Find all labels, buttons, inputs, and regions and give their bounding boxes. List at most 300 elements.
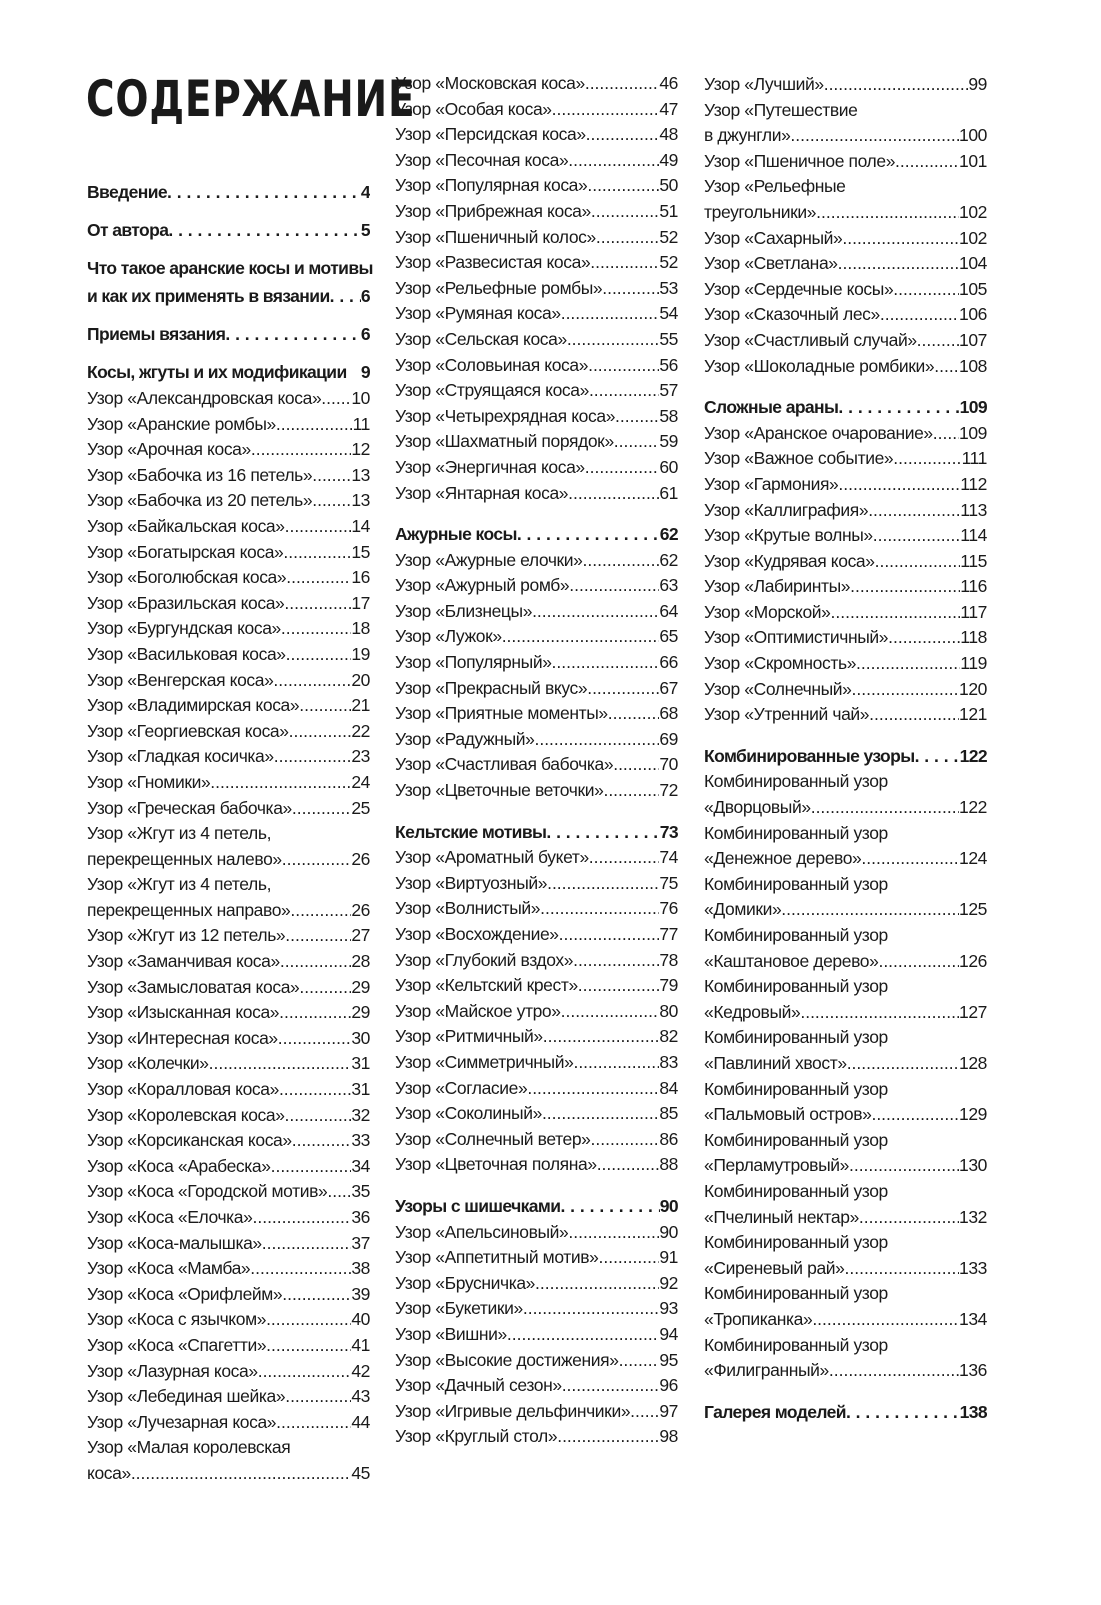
entry-row [395, 1373, 678, 1399]
entry-title: Узор «Утренний чай» [704, 704, 870, 725]
toc-entry[interactable] [395, 71, 678, 97]
dot-leader [588, 353, 659, 379]
toc-entry[interactable] [87, 770, 370, 796]
page-number: 5 [360, 220, 370, 240]
toc-entry[interactable] [87, 1256, 370, 1282]
dot-leader [816, 200, 959, 226]
toc-entry[interactable] [87, 616, 370, 642]
entry-row [87, 1256, 370, 1282]
toc-entry[interactable] [704, 354, 987, 380]
page-number: 133 [959, 1257, 987, 1278]
toc-entry[interactable] [704, 277, 987, 303]
toc-section-heading[interactable] [704, 395, 987, 421]
toc-entry[interactable] [395, 948, 678, 974]
toc-entry[interactable] [395, 999, 678, 1025]
toc-entry[interactable] [87, 1435, 370, 1486]
toc-entry[interactable] [87, 1333, 370, 1359]
dot-leader [534, 727, 659, 753]
toc-entry[interactable] [87, 1000, 370, 1026]
dot-leader [849, 1153, 959, 1179]
entry-row [395, 1399, 678, 1425]
entry-title: Узор «Виртуозный» [395, 872, 548, 893]
toc-entry[interactable] [395, 599, 678, 625]
toc-entry[interactable] [87, 668, 370, 694]
toc-entry[interactable] [87, 1231, 370, 1257]
toc-entry[interactable] [704, 72, 987, 98]
entry-row [87, 770, 370, 796]
toc-entry[interactable] [87, 463, 370, 489]
toc-section-heading[interactable] [704, 744, 987, 770]
dot-leader [285, 514, 352, 540]
entry-title: «Пальмовый остров» [704, 1104, 872, 1125]
dot-leader [568, 1220, 659, 1246]
toc-entry[interactable] [704, 651, 987, 677]
entry-title: Узор «Колечки» [87, 1053, 209, 1074]
page-number: 122 [959, 745, 987, 766]
toc-entry[interactable] [395, 250, 678, 276]
entry-row [87, 1231, 370, 1257]
dot-leader [251, 437, 351, 463]
entry-title: Узор «Румяная коса» [395, 303, 561, 324]
entry-row [704, 328, 987, 354]
toc-section-heading[interactable] [395, 820, 678, 846]
dot-leader [540, 896, 659, 922]
entry-row [704, 446, 987, 472]
page-number: 11 [352, 413, 370, 434]
toc-entry[interactable] [704, 174, 987, 225]
entry-row [395, 353, 678, 379]
toc-entry[interactable] [704, 328, 987, 354]
toc-entry[interactable] [87, 437, 370, 463]
entry-title: Узор «Греческая бабочка» [87, 797, 292, 818]
toc-entry[interactable] [87, 1205, 370, 1231]
toc-entry[interactable] [704, 446, 987, 472]
dot-leader [258, 1359, 352, 1385]
dot-leader [562, 1373, 660, 1399]
page-number: 95 [659, 1349, 678, 1370]
entry-row [87, 923, 370, 949]
entry-title-line1: Комбинированный узор [704, 1027, 888, 1048]
page-number: 26 [351, 848, 370, 869]
dot-leader [590, 250, 659, 276]
entry-title: Узор «Рельефные ромбы» [395, 277, 603, 298]
dot-leader [517, 522, 660, 548]
dot-leader [850, 574, 960, 600]
page-number: 4 [360, 182, 370, 202]
toc-section-heading[interactable] [87, 254, 373, 310]
toc-entry[interactable] [704, 625, 987, 651]
toc-entry[interactable] [87, 540, 370, 566]
entry-title: Узор «Скромность» [704, 653, 857, 674]
dot-leader [589, 845, 660, 871]
entry-title: Узор «Заманчивая коса» [87, 951, 280, 972]
entry-row [704, 625, 987, 651]
page-number: 76 [659, 898, 678, 919]
dot-leader [934, 354, 959, 380]
toc-entry[interactable] [704, 600, 987, 626]
toc-entry[interactable] [395, 276, 678, 302]
toc-entry[interactable] [395, 701, 678, 727]
page-number: 48 [659, 124, 678, 145]
toc-section-heading[interactable] [395, 1194, 678, 1220]
entry-row [395, 404, 678, 430]
toc-entry[interactable] [395, 353, 678, 379]
toc-entry[interactable] [395, 727, 678, 753]
entry-title: Узор «Арочная коса» [87, 439, 251, 460]
toc-entry[interactable] [87, 591, 370, 617]
entry-row [87, 1461, 370, 1487]
page-number: 122 [959, 797, 987, 818]
toc-entry[interactable] [395, 1101, 678, 1127]
entry-title-line1: Комбинированный узор [704, 1232, 888, 1253]
entry-row [704, 200, 987, 226]
page-number: 79 [659, 975, 678, 996]
entry-title: Узор «Струящаяся коса» [395, 380, 589, 401]
entry-title: Узор «Жгут из 12 петель» [87, 925, 286, 946]
toc-entry[interactable] [87, 488, 370, 514]
entry-title: Узор «Коса-малышка» [87, 1232, 262, 1253]
toc-entry[interactable] [704, 1077, 987, 1128]
toc-entry[interactable] [704, 574, 987, 600]
page-number: 6 [360, 324, 370, 344]
toc-section-heading[interactable] [87, 320, 370, 348]
entry-title: Узор «Бабочка из 16 петель» [87, 464, 313, 485]
toc-entry[interactable] [704, 421, 987, 447]
toc-entry[interactable] [395, 973, 678, 999]
entry-row [704, 395, 987, 421]
toc-entry[interactable] [704, 677, 987, 703]
entry-row [395, 599, 678, 625]
toc-section-heading[interactable] [87, 358, 370, 386]
entry-title: Узор «Глубокий вздох» [395, 949, 574, 970]
toc-entry[interactable] [704, 923, 987, 974]
toc-entry[interactable] [87, 1154, 370, 1180]
toc-entry[interactable] [395, 1152, 678, 1178]
toc-entry[interactable] [704, 1281, 987, 1332]
entry-title: Узор «Васильковая коса» [87, 643, 286, 664]
entry-row [395, 1245, 678, 1271]
dot-leader [527, 1076, 659, 1102]
toc-entry[interactable] [704, 472, 987, 498]
toc-entry[interactable] [395, 455, 678, 481]
page-number: 67 [659, 677, 678, 698]
entry-row [87, 898, 370, 924]
page-number: 77 [659, 924, 678, 944]
toc-entry[interactable] [395, 1271, 678, 1297]
entry-title: Узор «Солнечный» [704, 678, 852, 699]
dot-leader [845, 1256, 960, 1282]
toc-entry[interactable] [87, 923, 370, 949]
toc-entry[interactable] [87, 719, 370, 745]
entry-title: Узор «Популярный» [395, 652, 552, 673]
dot-leader [790, 123, 959, 149]
toc-entry[interactable] [704, 1128, 987, 1179]
toc-entry[interactable] [87, 565, 370, 591]
toc-entry[interactable] [395, 752, 678, 778]
toc-entry[interactable] [395, 1245, 678, 1271]
page-number: 118 [960, 627, 987, 648]
toc-entry[interactable] [395, 1348, 678, 1374]
page-number: 50 [659, 175, 678, 196]
entry-row [704, 1102, 987, 1128]
toc-entry[interactable] [87, 642, 370, 668]
toc-entry[interactable] [87, 949, 370, 975]
entry-row [395, 973, 678, 999]
page-number: 14 [351, 515, 370, 536]
dot-leader [583, 548, 660, 574]
toc-entry[interactable] [395, 573, 678, 599]
dot-leader [292, 796, 351, 822]
toc-entry[interactable] [395, 122, 678, 148]
toc-entry[interactable] [704, 872, 987, 923]
page-number: 102 [959, 201, 987, 222]
dot-leader [824, 72, 969, 98]
entry-title: Узор «Цветочная поляна» [395, 1154, 597, 1175]
toc-entry[interactable] [395, 922, 678, 948]
toc-entry[interactable] [87, 744, 370, 770]
entry-row [395, 1424, 678, 1450]
toc-entry[interactable] [87, 1179, 370, 1205]
toc-entry[interactable] [395, 650, 678, 676]
entry-title-line1: Комбинированный узор [704, 873, 888, 894]
entry-row [395, 173, 678, 199]
dot-leader [250, 1256, 351, 1282]
toc-section-heading[interactable] [395, 522, 678, 548]
entry-title: Узор «Лужок» [395, 626, 502, 647]
entry-title: Узор «Лучший» [704, 74, 824, 94]
entry-row [87, 1359, 370, 1385]
page-number: 23 [351, 746, 370, 767]
entry-row [87, 412, 370, 438]
toc-entry[interactable] [395, 404, 678, 430]
toc-entry[interactable] [87, 872, 370, 923]
dot-leader [630, 1399, 659, 1425]
dot-leader [285, 923, 351, 949]
page-number: 13 [351, 464, 370, 485]
dot-leader [587, 676, 659, 702]
dot-leader [543, 1024, 660, 1050]
dot-leader [557, 1424, 659, 1450]
toc-entry[interactable] [704, 149, 987, 175]
page-number: 107 [959, 329, 987, 350]
entry-title: Узор «Кудрявая коса» [704, 550, 875, 571]
toc-entry[interactable] [395, 845, 678, 871]
dot-leader [266, 1333, 351, 1359]
dot-leader [279, 1000, 351, 1026]
dot-leader [279, 1077, 351, 1103]
dot-leader [210, 770, 351, 796]
toc-entry[interactable] [704, 498, 987, 524]
page-number: 116 [960, 576, 987, 597]
toc-entry[interactable] [87, 1307, 370, 1333]
toc-entry[interactable] [395, 1024, 678, 1050]
toc-entry[interactable] [395, 225, 678, 251]
toc-entry[interactable] [87, 1103, 370, 1129]
toc-entry[interactable] [87, 1410, 370, 1436]
dot-leader [312, 463, 351, 489]
entry-title: Узор «Близнецы» [395, 600, 533, 621]
entry-row [87, 1128, 370, 1154]
entry-row [395, 820, 678, 846]
toc-entry[interactable] [87, 821, 370, 872]
toc-entry[interactable] [395, 676, 678, 702]
entry-title-line1: Комбинированный узор [704, 976, 888, 997]
toc-entry[interactable] [395, 1076, 678, 1102]
page-number: 56 [659, 354, 678, 375]
entry-title: Узор «Каллиграфия» [704, 499, 869, 520]
toc-entry[interactable] [704, 523, 987, 549]
dot-leader [888, 625, 960, 651]
toc-entry[interactable] [704, 1230, 987, 1281]
toc-entry[interactable] [395, 199, 678, 225]
dot-leader [847, 1051, 959, 1077]
entry-row [395, 922, 678, 948]
toc-entry[interactable] [395, 1322, 678, 1348]
dot-leader [285, 1103, 352, 1129]
entry-title: Узор «Гармония» [704, 473, 839, 494]
toc-entry[interactable] [87, 1128, 370, 1154]
dot-leader [871, 1102, 959, 1128]
toc-entry[interactable] [87, 796, 370, 822]
toc-entry[interactable] [87, 1282, 370, 1308]
dot-leader [868, 498, 960, 524]
toc-entry[interactable] [704, 821, 987, 872]
toc-entry[interactable] [395, 1296, 678, 1322]
toc-entry[interactable] [395, 1424, 678, 1450]
toc-entry[interactable] [704, 549, 987, 575]
dot-leader [552, 97, 660, 123]
toc-entry[interactable] [395, 548, 678, 574]
entry-row [87, 668, 370, 694]
entry-title: От автора [87, 220, 169, 240]
toc-section-heading[interactable] [87, 216, 370, 244]
page-number: 52 [659, 252, 678, 273]
page-number: 24 [351, 771, 370, 792]
toc-column-1 [87, 168, 373, 1487]
entry-row [395, 1127, 678, 1153]
entry-title: Ажурные косы [395, 524, 517, 545]
page-number: 53 [659, 277, 678, 298]
toc-entry[interactable] [395, 97, 678, 123]
toc-entry[interactable] [87, 693, 370, 719]
toc-entry[interactable] [704, 702, 987, 728]
entry-row [87, 719, 370, 745]
toc-entry[interactable] [395, 1373, 678, 1399]
toc-entry[interactable] [395, 481, 678, 507]
entry-title: «Сиреневый рай» [704, 1257, 845, 1278]
entry-row [704, 302, 987, 328]
toc-entry[interactable] [395, 624, 678, 650]
toc-entry[interactable] [395, 1399, 678, 1425]
toc-entry[interactable] [87, 1359, 370, 1385]
toc-entry[interactable] [395, 1127, 678, 1153]
toc-entry[interactable] [704, 226, 987, 252]
entry-title: Узор «Интересная коса» [87, 1027, 278, 1048]
entry-title: Узор «Ароматный букет» [395, 847, 589, 868]
page-number: 128 [959, 1052, 987, 1073]
dot-leader [856, 651, 960, 677]
entry-row [395, 573, 678, 599]
toc-entry[interactable] [704, 974, 987, 1025]
toc-entry[interactable] [704, 1333, 987, 1384]
page-number: 51 [659, 200, 678, 221]
toc-entry[interactable] [87, 386, 370, 412]
dot-leader [895, 149, 959, 175]
toc-entry[interactable] [395, 327, 678, 353]
dot-leader [285, 1384, 351, 1410]
toc-entry[interactable] [87, 1051, 370, 1077]
entry-row [704, 354, 987, 380]
toc-entry[interactable] [395, 871, 678, 897]
toc-entry[interactable] [87, 412, 370, 438]
toc-entry[interactable] [395, 778, 678, 804]
toc-entry[interactable] [704, 769, 987, 820]
toc-entry[interactable] [395, 896, 678, 922]
dot-leader [842, 226, 959, 252]
page-number: 65 [659, 626, 678, 647]
entry-row [704, 251, 987, 277]
toc-entry[interactable] [87, 514, 370, 540]
toc-entry[interactable] [87, 1026, 370, 1052]
page-number: 33 [351, 1130, 370, 1151]
toc-section-heading[interactable] [87, 178, 370, 206]
toc-entry[interactable] [704, 98, 987, 149]
entry-title: Узор «Развесистая коса» [395, 252, 591, 273]
entry-title: Узор «Счастливый случай» [704, 329, 917, 350]
toc-entry[interactable] [395, 378, 678, 404]
dot-leader [603, 778, 659, 804]
dot-leader [502, 624, 660, 650]
entry-title-line1: Узор «Рельефные [704, 176, 846, 197]
toc-entry[interactable] [87, 1077, 370, 1103]
toc-entry[interactable] [395, 1220, 678, 1246]
entry-title: «Тропиканка» [704, 1308, 813, 1329]
toc-entry[interactable] [395, 301, 678, 327]
page-number: 38 [351, 1258, 370, 1279]
page-number: 10 [351, 388, 370, 408]
entry-title: Узор «Ритмичный» [395, 1026, 543, 1047]
toc-column-2 [395, 71, 678, 1450]
page-number: 84 [659, 1077, 678, 1098]
dot-leader [578, 973, 660, 999]
entry-row [87, 320, 370, 348]
toc-entry[interactable] [87, 1384, 370, 1410]
page-number: 100 [959, 125, 987, 146]
entry-title-line1: Комбинированный узор [704, 1283, 888, 1304]
toc-entry[interactable] [704, 302, 987, 328]
toc-entry[interactable] [395, 1050, 678, 1076]
toc-entry[interactable] [87, 975, 370, 1001]
toc-entry[interactable] [395, 148, 678, 174]
entry-title: «Дворцовый» [704, 797, 811, 818]
entry-title: Узор «Игривые дельфинчики» [395, 1400, 631, 1421]
entry-title: «Каштановое дерево» [704, 950, 879, 971]
page-number: 31 [351, 1053, 370, 1074]
toc-section-heading[interactable] [704, 1400, 987, 1426]
page-number: 21 [351, 695, 370, 716]
toc-entry[interactable] [704, 1025, 987, 1076]
toc-entry[interactable] [395, 173, 678, 199]
page-number: 83 [659, 1051, 678, 1072]
page-number: 112 [960, 473, 987, 494]
toc-entry[interactable] [704, 251, 987, 277]
page-number: 70 [659, 754, 678, 775]
entry-row [87, 386, 370, 412]
toc-entry[interactable] [704, 1179, 987, 1230]
page-number: 129 [959, 1104, 987, 1125]
dot-leader [532, 599, 659, 625]
toc-entry[interactable] [395, 429, 678, 455]
